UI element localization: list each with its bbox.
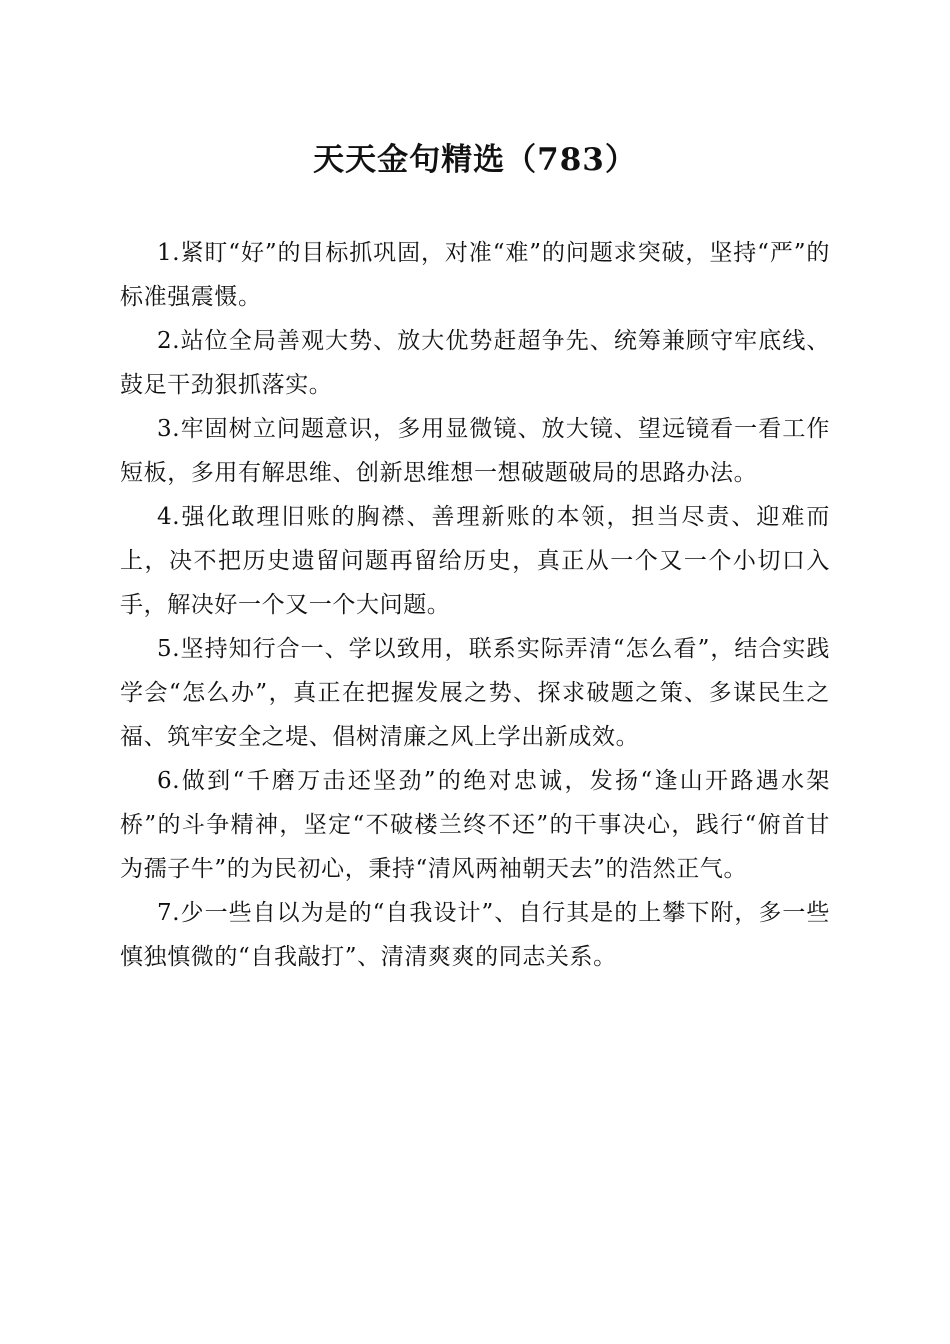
paragraph-1: 1.紧盯“好”的目标抓巩固，对准“难”的问题求突破，坚持“严”的标准强震慑。	[120, 240, 830, 310]
paragraph-2: 2.站位全局善观大势、放大优势赶超争先、统筹兼顾守牢底线、鼓足干劲狠抓落实。	[120, 328, 830, 398]
paragraph-6: 6.做到“千磨万击还坚劲”的绝对忠诚，发扬“逢山开路遇水架桥”的斗争精神，坚定“不破楼兰终不还”的干事决心，践行“俯首甘为孺子牛”的为民初心，秉持“清风两袖朝天去”的浩然正气。	[120, 768, 830, 882]
paragraph-4: 4.强化敢理旧账的胸襟、善理新账的本领，担当尽责、迎难而上，决不把历史遗留问题再留给历史，真正从一个又一个小切口入手，解决好一个又一个大问题。	[120, 504, 830, 618]
paragraph-5: 5.坚持知行合一、学以致用，联系实际弄清“怎么看”，结合实践学会“怎么办”，真正在把握发展之势、探求破题之策、多谋民生之福、筑牢安全之堤、倡树清廉之风上学出新成效。	[120, 636, 830, 750]
document-title: 天天金句精选（783）	[313, 142, 637, 178]
document-body	[120, 231, 830, 979]
paragraph-3: 3.牢固树立问题意识，多用显微镜、放大镜、望远镜看一看工作短板，多用有解思维、创新思维想一想破题破局的思路办法。	[120, 416, 830, 486]
paragraph-7: 7.少一些自以为是的“自我设计”、自行其是的上攀下附，多一些慎独慎微的“自我敲打”、清清爽爽的同志关系。	[120, 900, 830, 970]
